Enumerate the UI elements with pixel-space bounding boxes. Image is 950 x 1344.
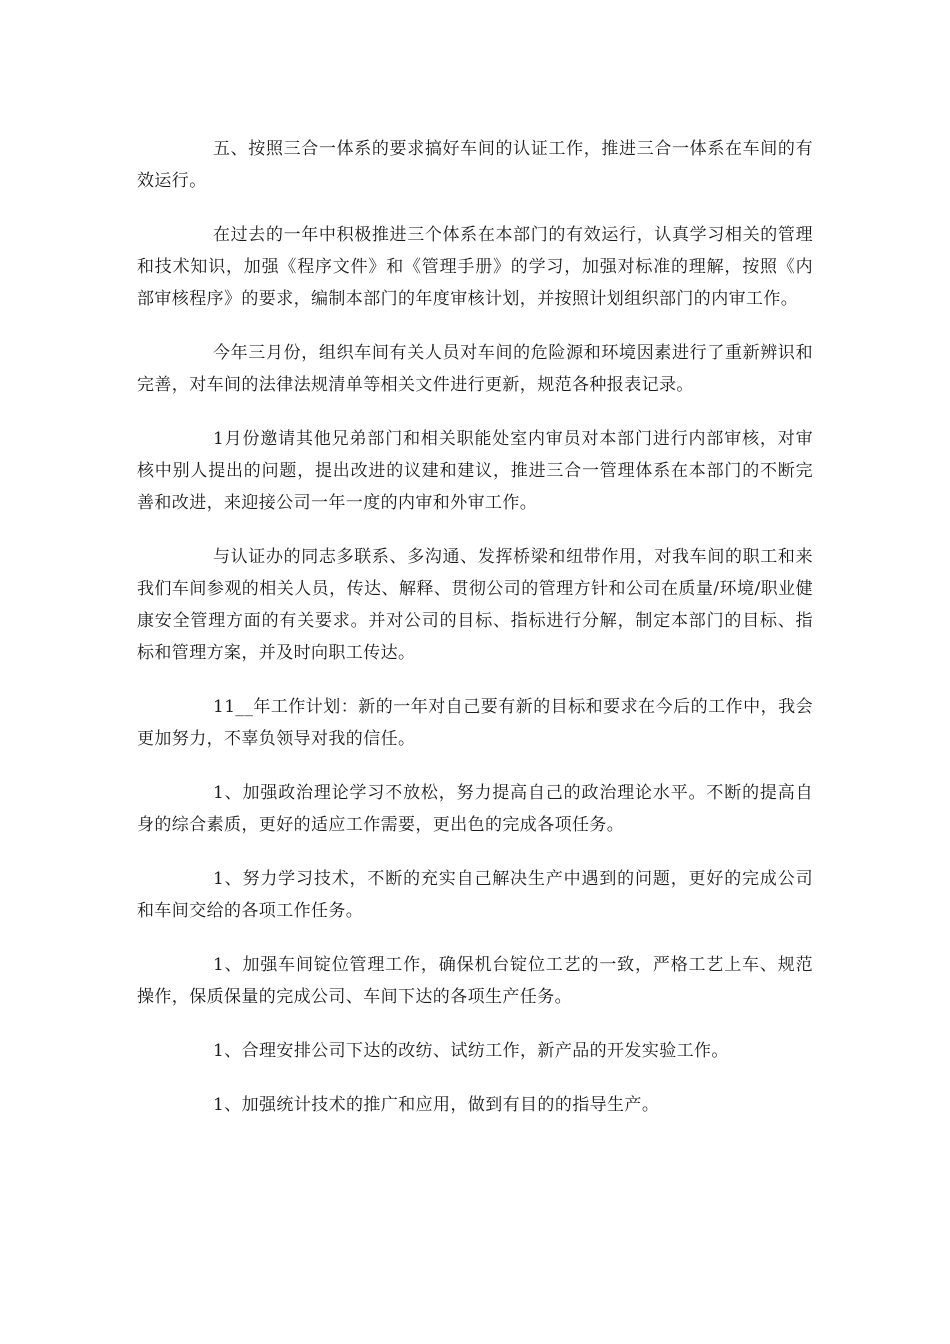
paragraph: 1月份邀请其他兄弟部门和相关职能处室内审员对本部门进行内部审核，对审核中别人提出的问题，提出改进的议建和建议，推进三合一管理体系在本部门的不断完善和改进，来迎接公司一年一度的内审和外审工作。 [137, 429, 813, 513]
paragraph: 在过去的一年中积极推进三个体系在本部门的有效运行，认真学习相关的管理和技术知识，加强《程序文件》和《管理手册》的学习，加强对标准的理解，按照《内部审核程序》的要求，编制本部门的年度审核计划，并按照计划组织部门的内审工作。 [137, 225, 813, 309]
paragraph: 与认证办的同志多联系、多沟通、发挥桥梁和纽带作用，对我车间的职工和来我们车间参观的相关人员，传达、解释、贯彻公司的管理方针和公司在质量/环境/职业健康安全管理方面的有关要求。并对公司的目标、指标进行分解，制定本部门的目标、指标和管理方案，并及时向职工传达。 [137, 547, 813, 663]
paragraph: 1、加强车间锭位管理工作，确保机台锭位工艺的一致，严格工艺上车、规范操作，保质保量的完成公司、车间下达的各项生产任务。 [137, 955, 813, 1007]
paragraph: 1、合理安排公司下达的改纺、试纺工作，新产品的开发实验工作。 [213, 1041, 729, 1061]
paragraph: 今年三月份，组织车间有关人员对车间的危险源和环境因素进行了重新辨识和完善，对车间的法律法规清单等相关文件进行更新，规范各种报表记录。 [137, 343, 813, 395]
paragraph: 1、加强政治理论学习不放松，努力提高自己的政治理论水平。不断的提高自身的综合素质，更好的适应工作需要，更出色的完成各项任务。 [137, 783, 813, 835]
document-body [137, 133, 813, 1143]
paragraph: 11__年工作计划：新的一年对自己要有新的目标和要求在今后的工作中，我会更加努力，不辜负领导对我的信任。 [137, 697, 813, 749]
paragraph: 五、按照三合一体系的要求搞好车间的认证工作，推进三合一体系在车间的有效运行。 [137, 139, 813, 191]
paragraph: 1、努力学习技术，不断的充实自己解决生产中遇到的问题，更好的完成公司和车间交给的各项工作任务。 [137, 869, 813, 921]
paragraph: 1、加强统计技术的推广和应用，做到有目的的指导生产。 [213, 1095, 660, 1115]
